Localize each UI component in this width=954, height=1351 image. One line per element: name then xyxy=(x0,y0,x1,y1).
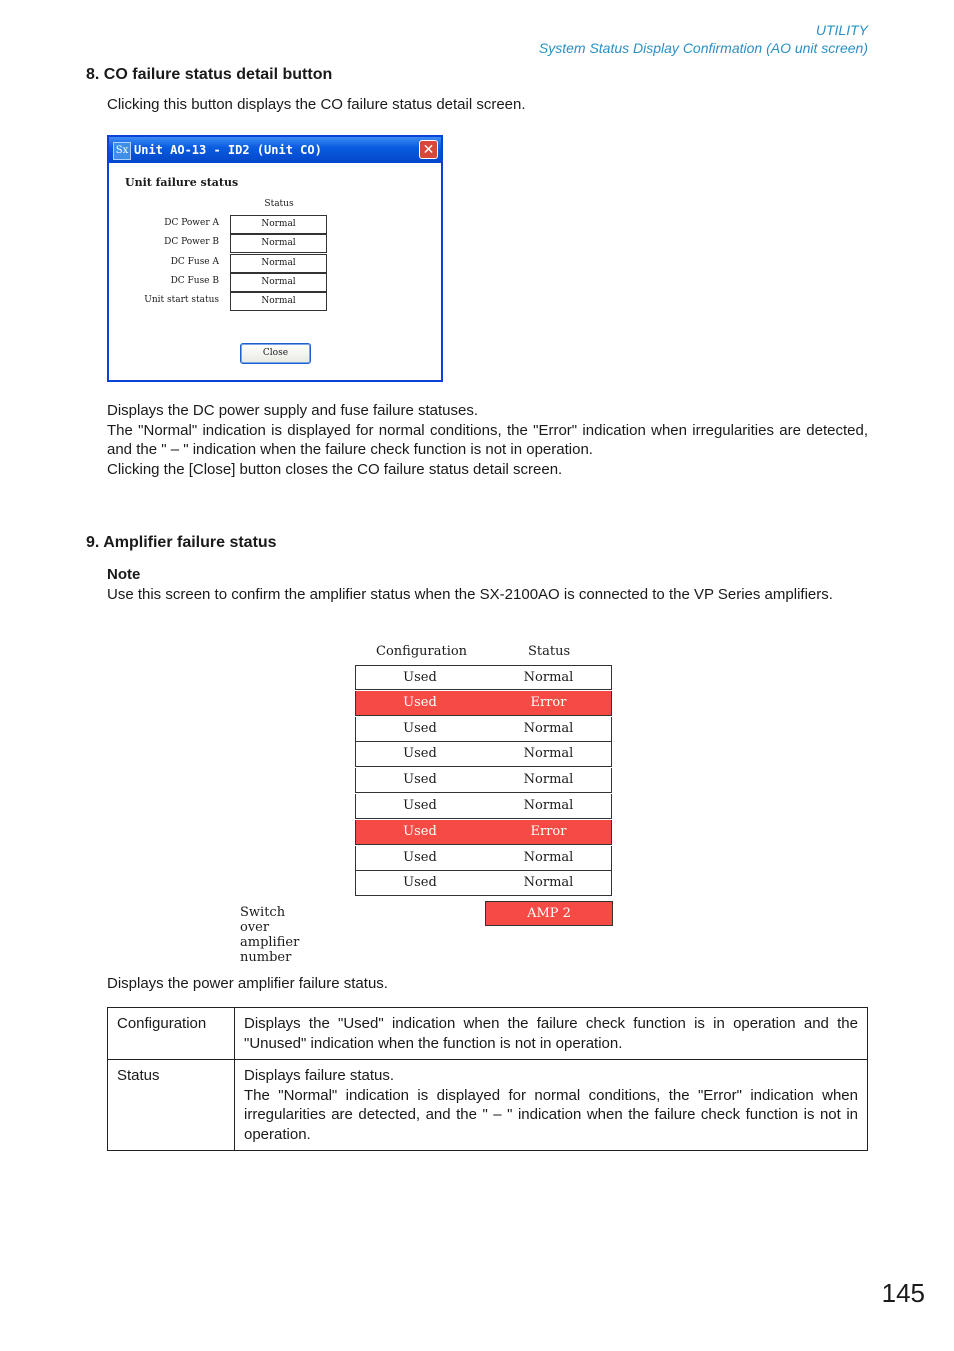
section-8-title: 8. CO failure status detail button xyxy=(86,66,333,83)
table-value-line: Displays the "Used" indication when the failure check function is in operation and the "Unused" indication when the function is not in operation. xyxy=(244,1015,858,1052)
amp-config-cell: Used xyxy=(403,670,437,685)
unit-failure-status-heading: Unit failure status xyxy=(125,176,239,189)
amp-status-row xyxy=(355,742,612,767)
amp-status-row xyxy=(355,768,612,793)
amp-config-cell: Used xyxy=(403,695,437,710)
amp-status-cell: Normal xyxy=(523,772,574,787)
amp-config-cell: Used xyxy=(403,824,437,839)
table-key: Status xyxy=(108,1060,235,1151)
amp-status-cell: Normal xyxy=(523,721,574,736)
amp-config-cell: Used xyxy=(403,746,437,761)
amp-status-row xyxy=(355,794,612,819)
dialog-status-cell: Normal xyxy=(230,215,327,234)
table-value xyxy=(235,1008,868,1060)
amp-status-cell: Error xyxy=(530,695,567,710)
note-block xyxy=(107,565,868,604)
dialog-row-label: DC Fuse A xyxy=(170,257,219,267)
amp-status-cell: Normal xyxy=(523,746,574,761)
desc-line: Clicking the [Close] button closes the CO failure status detail screen. xyxy=(107,460,563,478)
amp-config-cell: Used xyxy=(403,875,437,890)
section-9-description: Displays the power amplifier failure status. xyxy=(107,975,388,992)
amp-config-cell: Used xyxy=(403,850,437,865)
amp-status-row xyxy=(355,820,612,845)
table-value-line: The "Normal" indication is displayed for normal conditions, the "Error" indication when irregularities are detected, and the " – " indication when the failure check function is not in operation. xyxy=(244,1086,858,1143)
table-value-line: Displays failure status. xyxy=(244,1067,395,1084)
status-column-header: Status xyxy=(528,644,571,659)
switch-over-label: Switch over amplifier number xyxy=(240,905,300,965)
amp-status-row xyxy=(355,691,612,716)
dialog-status-cell: Normal xyxy=(230,234,327,253)
close-icon[interactable]: ✕ xyxy=(419,140,438,159)
close-button[interactable]: Close xyxy=(240,343,311,364)
dialog-row-label: DC Fuse B xyxy=(170,276,219,286)
amp-status-cell: Normal xyxy=(523,670,574,685)
desc-line: The "Normal" indication is displayed for normal conditions, the "Error" indication when irregularities are detected, and the " – " indication when the failure check function is not in operation. xyxy=(107,421,868,458)
definition-table xyxy=(107,1007,868,1151)
table-row xyxy=(108,1008,868,1060)
dialog-status-cell: Normal xyxy=(230,292,327,311)
app-logo-icon: Sx xyxy=(113,142,131,160)
section-8-intro: Clicking this button displays the CO failure status detail screen. xyxy=(107,96,526,113)
note-body: Use this screen to confirm the amplifier status when the SX-2100AO is connected to the VP Series amplifiers. xyxy=(107,585,833,603)
running-header-subsection: System Status Display Confirmation (AO unit screen) xyxy=(538,40,868,56)
amp-status-row xyxy=(355,665,612,690)
dialog-status-cell: Normal xyxy=(230,273,327,292)
table-row xyxy=(108,1060,868,1151)
note-heading: Note xyxy=(107,566,141,583)
amp-config-cell: Used xyxy=(403,798,437,813)
section-8-description xyxy=(107,401,868,479)
dialog-status-cell: Normal xyxy=(230,254,327,273)
amp-status-row xyxy=(355,846,612,871)
table-key: Configuration xyxy=(108,1008,235,1060)
amp-status-cell: Error xyxy=(530,824,567,839)
dialog-title: Unit AO-13 - ID2 (Unit CO) xyxy=(134,143,322,157)
running-header-section: UTILITY xyxy=(815,22,868,38)
dialog-title-bar[interactable] xyxy=(109,137,441,163)
amp-status-cell: Normal xyxy=(523,798,574,813)
status-column-header: Status xyxy=(264,199,294,209)
table-value xyxy=(235,1060,868,1151)
section-9-title: 9. Amplifier failure status xyxy=(86,534,277,551)
switch-over-value: AMP 2 xyxy=(485,901,613,926)
dialog-row-label: Unit start status xyxy=(144,295,219,305)
dialog-row-label: DC Power A xyxy=(164,218,219,228)
configuration-column-header: Configuration xyxy=(376,644,468,659)
page-number: 145 xyxy=(881,1278,925,1308)
amp-status-cell: Normal xyxy=(523,850,574,865)
amp-config-cell: Used xyxy=(403,772,437,787)
amp-status-row xyxy=(355,871,612,896)
amp-status-cell: Normal xyxy=(523,875,574,890)
amp-config-cell: Used xyxy=(403,721,437,736)
amp-status-row xyxy=(355,717,612,742)
co-failure-dialog xyxy=(107,135,443,382)
dialog-row-label: DC Power B xyxy=(164,237,219,247)
desc-line: Displays the DC power supply and fuse failure statuses. xyxy=(107,402,479,419)
